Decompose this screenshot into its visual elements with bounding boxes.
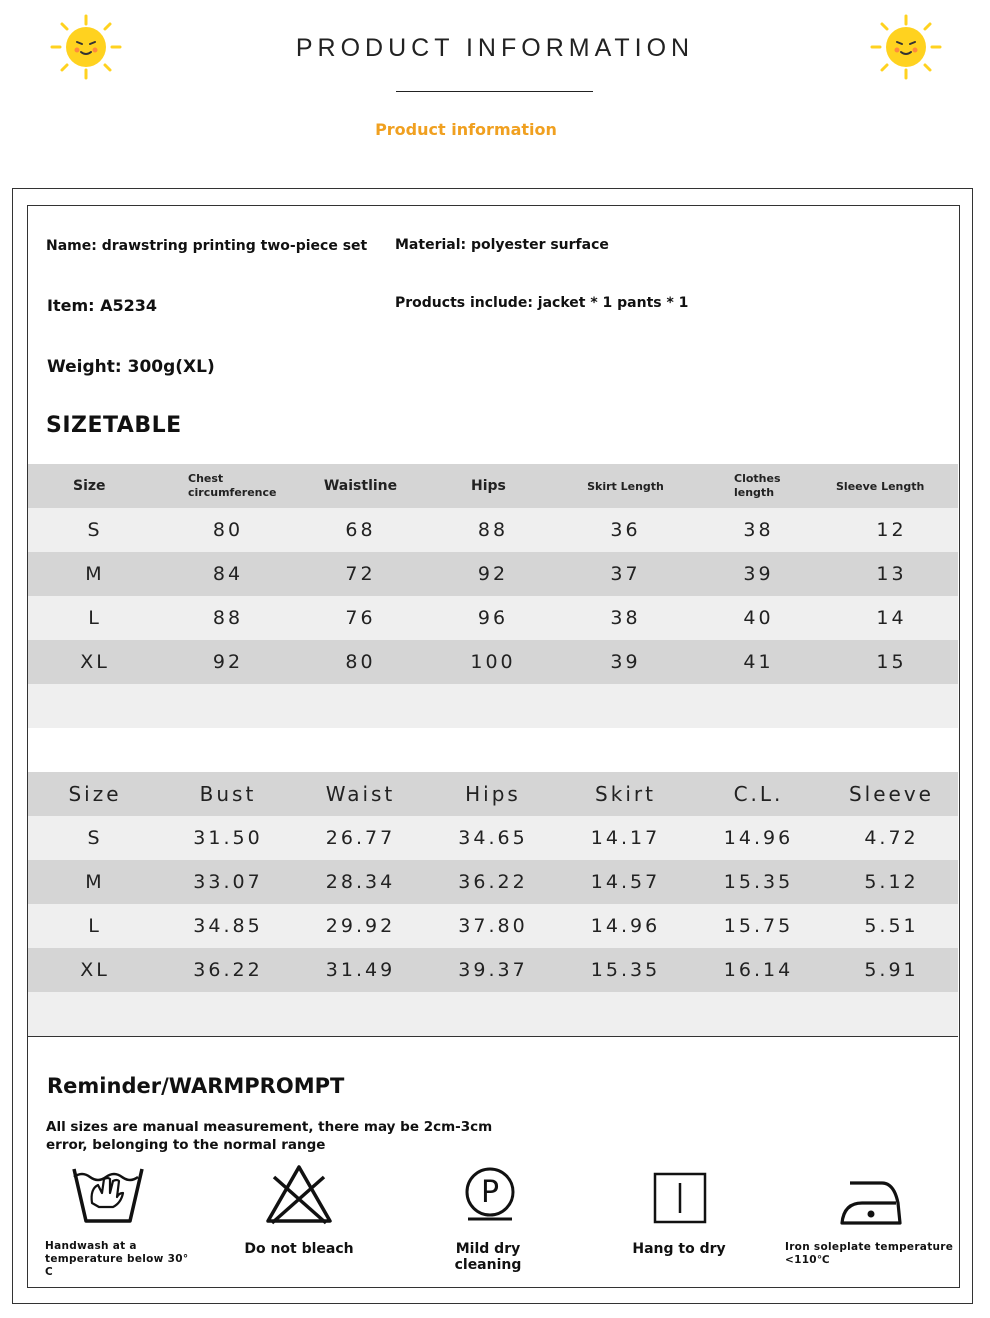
header-bust: Bust — [199, 782, 257, 806]
care-label-handwash: Handwash at a temperature below 30° C — [45, 1240, 189, 1278]
cell: 31.50 — [193, 827, 263, 849]
reminder-text: All sizes are manual measurement, there may be 2cm-3cm error, belonging to the normal range — [46, 1119, 493, 1153]
cell: XL — [80, 651, 110, 673]
header-hips: Hips — [471, 478, 506, 494]
table-row — [28, 860, 958, 904]
cell: 92 — [212, 651, 244, 673]
header-sleeve-length: Sleeve Length — [836, 479, 925, 493]
page-title: PRODUCT INFORMATION — [295, 34, 695, 62]
header-waist: Waist — [325, 782, 396, 806]
cell: 37.80 — [458, 915, 528, 937]
header-skirt-length: Skirt Length — [587, 479, 664, 493]
cell: 5.91 — [864, 959, 919, 981]
size-table-cm — [28, 464, 958, 728]
cell: 41 — [743, 651, 774, 673]
table-spacer-row — [28, 992, 958, 1036]
cell: M — [85, 871, 105, 893]
header-clothes-length: Clothes length — [734, 472, 781, 499]
cell: S — [87, 519, 103, 541]
care-label-iron: Iron soleplate temperature <110℃ — [785, 1241, 954, 1266]
cell: 88 — [212, 607, 244, 629]
header-sleeve: Sleeve — [848, 782, 934, 806]
cell: 100 — [470, 651, 516, 673]
product-includes: Products include: jacket * 1 pants * 1 — [395, 295, 689, 311]
iron-icon — [838, 1173, 906, 1227]
cell: 26.77 — [325, 827, 396, 849]
cell: 36.22 — [458, 871, 528, 893]
spacer-cell — [28, 684, 958, 728]
cell: 4.72 — [864, 827, 919, 849]
cell: 72 — [345, 563, 376, 585]
cell: 76 — [345, 607, 376, 629]
table-row — [28, 640, 958, 684]
cell: S — [87, 827, 103, 849]
cell: 36.22 — [193, 959, 263, 981]
cell: 38 — [743, 519, 774, 541]
cell: 88 — [477, 519, 509, 541]
header-size: Size — [68, 782, 122, 806]
care-label-dry-clean: Mild dry cleaning — [454, 1241, 522, 1273]
product-name: Name: drawstring printing two-piece set — [46, 238, 368, 254]
header-skirt: Skirt — [595, 782, 656, 806]
cell: 68 — [345, 519, 376, 541]
cell: 12 — [876, 519, 907, 541]
cell: 15.75 — [723, 915, 794, 937]
spacer-cell — [28, 992, 958, 1036]
care-label-no-bleach: Do not bleach — [244, 1241, 354, 1257]
cell: 96 — [477, 607, 509, 629]
cell: 92 — [477, 563, 509, 585]
care-label-hang-dry: Hang to dry — [632, 1241, 726, 1257]
cell: 28.34 — [325, 871, 396, 893]
cell: 15.35 — [590, 959, 661, 981]
cell: 14.57 — [590, 871, 661, 893]
table-header-row — [28, 464, 958, 508]
hand-wash-icon — [70, 1163, 146, 1227]
cell: 39 — [610, 651, 641, 673]
cell: 40 — [743, 607, 774, 629]
header-size: Size — [73, 478, 106, 494]
table-spacer-row — [28, 684, 958, 728]
cell: L — [88, 915, 102, 937]
cell: 14.96 — [590, 915, 661, 937]
cell: XL — [80, 959, 110, 981]
header-hips: Hips — [465, 782, 521, 806]
header-cl: C.L. — [733, 782, 784, 806]
cell: 36 — [610, 519, 641, 541]
cell: 14.96 — [723, 827, 794, 849]
reminder-title: Reminder/WARMPROMPT — [47, 1074, 345, 1098]
cell: 80 — [212, 519, 244, 541]
cell: 5.51 — [864, 915, 919, 937]
table-row — [28, 552, 958, 596]
cell: 80 — [345, 651, 376, 673]
section-divider — [28, 1036, 958, 1037]
size-table-in — [28, 772, 958, 1036]
cell: 29.92 — [325, 915, 396, 937]
header-waistline: Waistline — [323, 478, 398, 494]
cell: 14 — [876, 607, 907, 629]
table-row — [28, 596, 958, 640]
cell: 34.65 — [458, 827, 528, 849]
table-row — [28, 816, 958, 860]
table-row — [28, 904, 958, 948]
table-header-row — [28, 772, 958, 816]
cell: 13 — [876, 563, 907, 585]
cell: 37 — [610, 563, 641, 585]
cell: L — [88, 607, 102, 629]
cell: 15.35 — [723, 871, 794, 893]
cell: 14.17 — [590, 827, 661, 849]
cell: M — [85, 563, 105, 585]
dry-clean-icon — [462, 1166, 518, 1222]
cell: 39.37 — [458, 959, 528, 981]
hang-dry-icon — [652, 1171, 708, 1225]
cell: 16.14 — [723, 959, 794, 981]
no-bleach-icon — [264, 1163, 334, 1225]
table-row — [28, 508, 958, 552]
table-row — [28, 948, 958, 992]
cell: 33.07 — [193, 871, 263, 893]
cell: 84 — [212, 563, 244, 585]
cell: 15 — [876, 651, 907, 673]
cell: 5.12 — [864, 871, 919, 893]
header-chest: Chest circumference — [188, 472, 277, 499]
cell: 31.49 — [325, 959, 396, 981]
title-divider — [396, 91, 593, 92]
product-material: Material: polyester surface — [395, 237, 609, 253]
product-item: Item: A5234 — [47, 296, 158, 315]
cell: 39 — [743, 563, 774, 585]
cell: 38 — [610, 607, 641, 629]
product-weight: Weight: 300g(XL) — [47, 357, 215, 377]
page-subtitle: Product information — [375, 120, 557, 139]
cell: 34.85 — [193, 915, 263, 937]
size-table-title: SIZETABLE — [46, 413, 182, 438]
svg-text:P: P — [480, 1175, 500, 1210]
